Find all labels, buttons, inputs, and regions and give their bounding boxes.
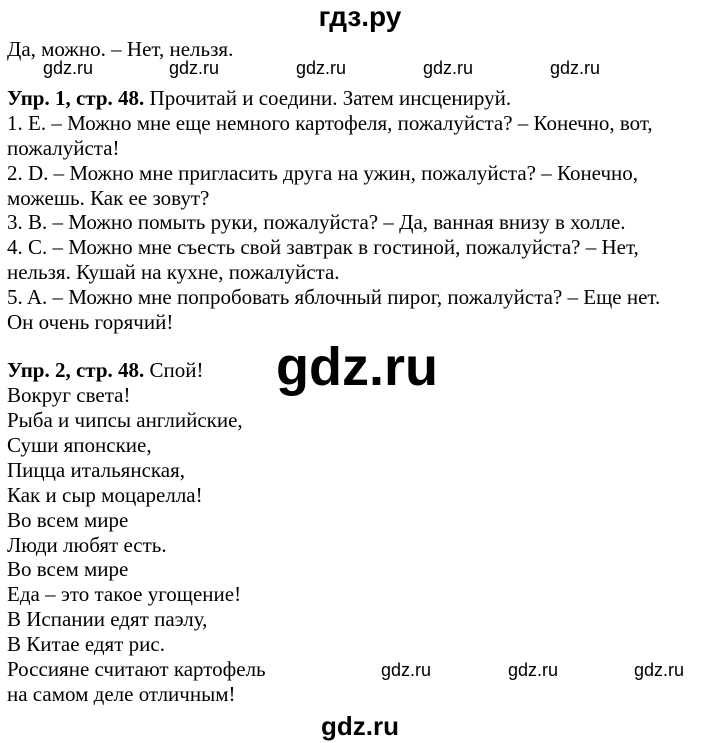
exercise-1-line: 3. B. – Можно помыть руки, пожалуйста? – Да, ванная внизу в холле. — [7, 210, 626, 234]
watermark-small: gdz.ru — [296, 58, 347, 78]
song-line: Люди любят есть. — [7, 533, 167, 557]
exercise-2-instruction: Спой! — [144, 358, 204, 382]
exercise-1-line: Он очень горячий! — [7, 310, 174, 334]
exercise-1-title — [7, 85, 511, 111]
exercise-1-line: 5. A. – Можно мне попробовать яблочный пирог, пожалуйста? – Еще нет. — [7, 285, 661, 309]
exercise-2-title — [7, 357, 204, 383]
watermark-footer: gdz.ru — [321, 711, 399, 741]
exercise-1-line: нельзя. Кушай на кухне, пожалуйста. — [7, 260, 340, 284]
song-line: Пицца итальянская, — [7, 458, 186, 482]
song-line: Вокруг света! — [7, 383, 131, 407]
watermark-small: gdz.ru — [550, 58, 601, 78]
song-line: В Испании едят паэлу, — [7, 607, 208, 631]
song-line: на самом деле отличным! — [7, 682, 236, 706]
song-line: Россияне считают картофель — [7, 657, 266, 681]
watermark-small: gdz.ru — [423, 58, 474, 78]
watermark-big: gdz.ru — [276, 337, 438, 397]
watermark-small: gdz.ru — [169, 58, 220, 78]
exercise-1-line: 2. D. – Можно мне пригласить друга на ужин, пожалуйста? – Конечно, — [7, 161, 639, 185]
song-line: В Китае едят рис. — [7, 632, 165, 656]
watermark-small: gdz.ru — [634, 660, 685, 680]
exercise-1-line: можешь. Как ее зовут? — [7, 186, 210, 210]
exercise-1-instruction: Прочитай и соедини. Затем инсценируй. — [144, 86, 512, 110]
song-line: Как и сыр моцарелла! — [7, 483, 203, 507]
song-line: Рыба и чипсы английские, — [7, 408, 243, 432]
exercise-1-line: 4. C. – Можно мне съесть свой завтрак в гостиной, пожалуйста? – Нет, — [7, 235, 639, 259]
exercise-2-heading: Упр. 2, стр. 48. — [7, 358, 145, 382]
site-header-title: гдз.ру — [318, 1, 402, 32]
exercise-1-line: пожалуйста! — [7, 136, 120, 160]
watermark-small: gdz.ru — [508, 660, 559, 680]
song-line: Суши японские, — [7, 433, 152, 457]
song-line: Еда – это такое угощение! — [7, 582, 242, 606]
song-line: Во всем мире — [7, 508, 129, 532]
exercise-1-line: 1. E. – Можно мне еще немного картофеля, пожалуйста? – Конечно, вот, — [7, 111, 653, 135]
exercise-1-heading: Упр. 1, стр. 48. — [7, 86, 145, 110]
watermark-small: gdz.ru — [43, 58, 94, 78]
intro-line: Да, можно. – Нет, нельзя. — [7, 37, 234, 61]
song-line: Во всем мире — [7, 557, 129, 581]
watermark-small: gdz.ru — [381, 660, 432, 680]
